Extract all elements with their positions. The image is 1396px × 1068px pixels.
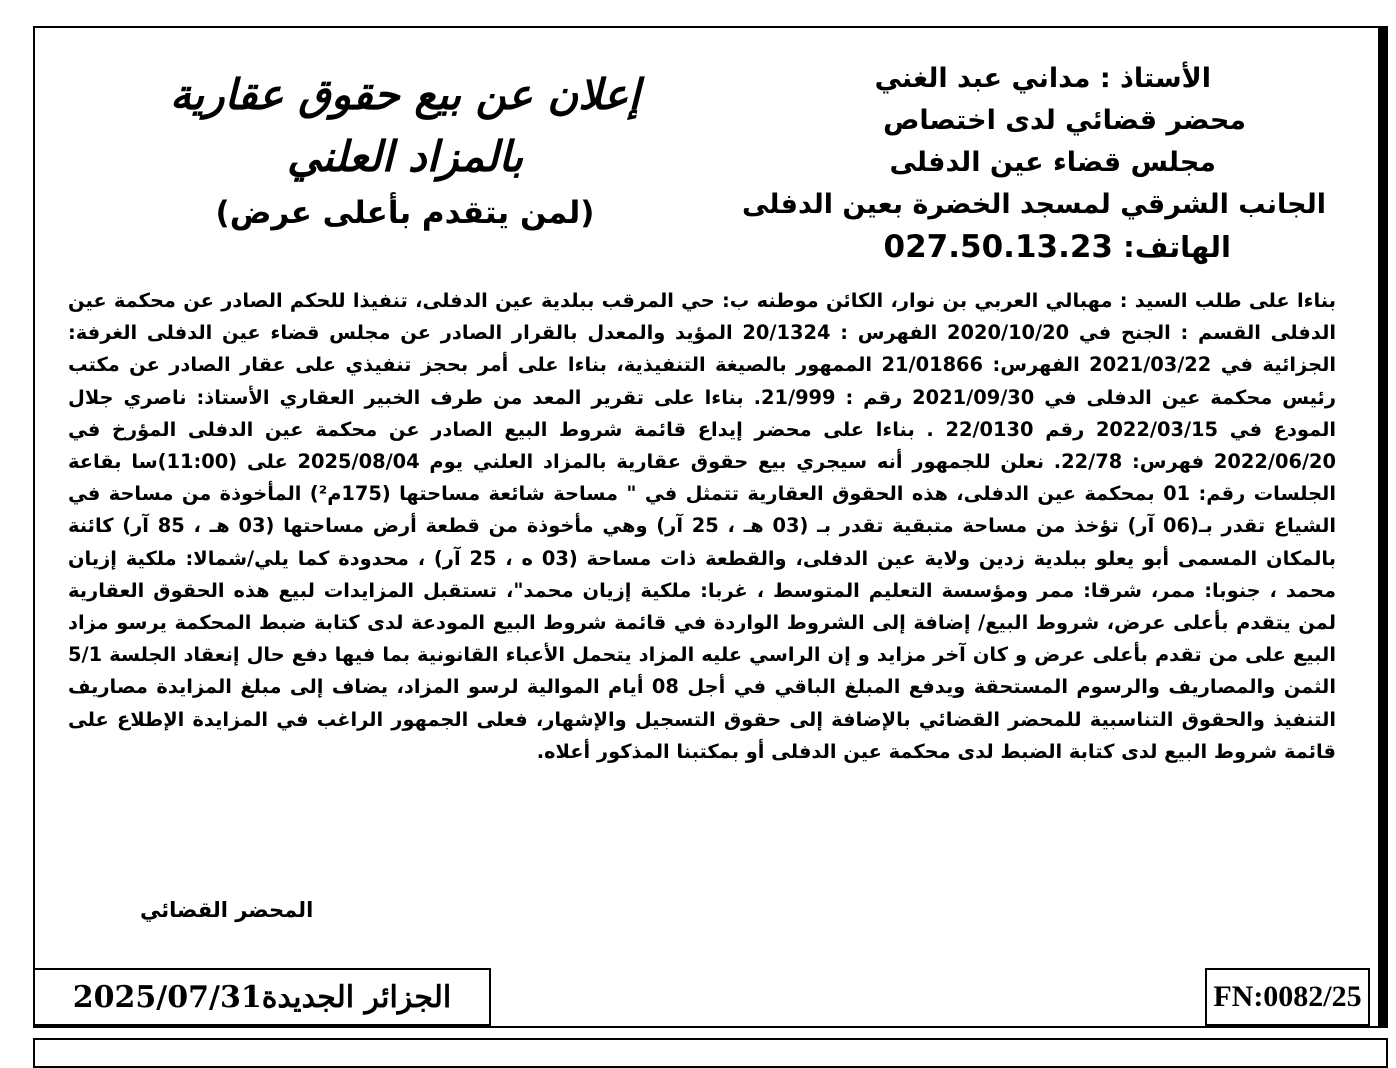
next-announcement-border	[33, 1038, 1388, 1068]
publication-date: 2025/07/31	[72, 979, 262, 1015]
right-border-strip	[1378, 28, 1386, 1026]
newspaper-date-box	[33, 968, 491, 1026]
bailiff-title: محضر قضائي لدى اختصاص	[883, 105, 1246, 136]
bailiff-phone	[766, 226, 1326, 268]
newspaper-name: الجزائر الجديدة	[261, 979, 452, 1015]
phone-number: 027.50.13.23	[883, 229, 1114, 265]
announcement-body: بناءا على طلب السيد : مهبالي العربي بن نوار، الكائن موطنه ب: حي المرقب ببلدية عين الدفلى، تنفيذا للحكم الصادر عن محكمة عين الدفلى القسم : الجنح في 2020/10/20 الفهرس : 20/1324 المؤيد والمعدل بالقرار الصادر عن مجلس قضاء عين الدفلى الغرفة: الجزائية في 2021/03/22 الفهرس: 21/01866 الممهور بالصيغة التنفيذية، بناءا على أمر بحجز تنفيذي على عقار الصادر عن مكتب رئيس محكمة عين الدفلى في 2021/09/30 رقم : 21/999. بناءا على تقرير المعد من طرف الخبير العقاري الأستاذ: ناصري جلال المودع في 2022/03/15 رقم 22/0130 . بناءا على محضر إيداع قائمة شروط البيع الصادر عن محكمة عين الدفلى المؤرخ في 2022/06/20 فهرس: 22/78. نعلن للجمهور أنه سيجري بيع حقوق عقارية بالمزاد العلني يوم 2025/08/04 على (11:00)سا بقاعة الجلسات رقم: 01 بمحكمة عين الدفلى، هذه الحقوق العقارية تتمثل في " مساحة شائعة مساحتها (175م²) المأخوذة من مساحة في الشياع تقدر بـ(06 آر) تؤخذ من مساحة متبقية تقدر بـ (03 هـ ، 25 آر) وهي مأخوذة من قطعة أرض مساحتها (03 هـ ، 85 آر) كائنة بالمكان المسمى أبو يعلو ببلدية زدين ولاية عين الدفلى، والقطعة ذات مساحة (03 ه ، 25 آر) ، محدودة كما يلي/شمالا: ملكية إزيان محمد ، جنوبا: ممر، شرقا: ممر ومؤسسة التعليم المتوسط ، غربا: ملكية إزيان محمد"، تستقبل المزايدات لبيع هذه الحقوق العقارية لمن يتقدم بأعلى عرض، شروط البيع/ إضافة إلى الشروط الواردة في قائمة شروط البيع المودعة لدى كتابة ضبط المحكمة يرسو مزاد البيع على من تقدم بأعلى عرض و كان آخر مزايد و إن الراسي عليه المزاد يتحمل الأعباء القانونية بما فيها دفع حال إنعقاد الجلسة 5/1 الثمن والمصاريف والرسوم المستحقة ويدفع المبلغ الباقي في أجل 08 أيام الموالية لرسو المزاد، يضاف إلى مبلغ المزايدة مصاريف التنفيذ والحقوق التناسبية للمحضر القضائي بالإضافة إلى حقوق التسجيل والإشهار، فعلى الجمهور الراغب في المزايدة الإطلاع على قائمة شروط البيع لدى كتابة الضبط لدى محكمة عين الدفلى أو بمكتبنا المذكور أعلاه.	[68, 289, 1337, 763]
bailiff-name: الأستاذ : مداني عبد الغني	[874, 63, 1211, 94]
bailiff-header	[741, 58, 1326, 268]
bailiff-address: الجانب الشرقي لمسجد الخضرة بعين الدفلى	[741, 189, 1326, 220]
bailiff-jurisdiction: مجلس قضاء عين الدفلى	[889, 147, 1216, 178]
announcement-title-line2: بالمزاد العلني	[286, 132, 524, 181]
reference-number: FN:0082/25	[1213, 980, 1362, 1013]
announcement-title-line1: إعلان عن بيع حقوق عقارية	[170, 70, 640, 119]
announcement-heading	[110, 64, 700, 236]
phone-label: الهاتف:	[1113, 230, 1231, 264]
reference-box	[1205, 968, 1370, 1026]
signature: المحضر القضائي	[140, 898, 314, 922]
announcement-subtitle: (لمن يتقدم بأعلى عرض)	[215, 195, 595, 231]
